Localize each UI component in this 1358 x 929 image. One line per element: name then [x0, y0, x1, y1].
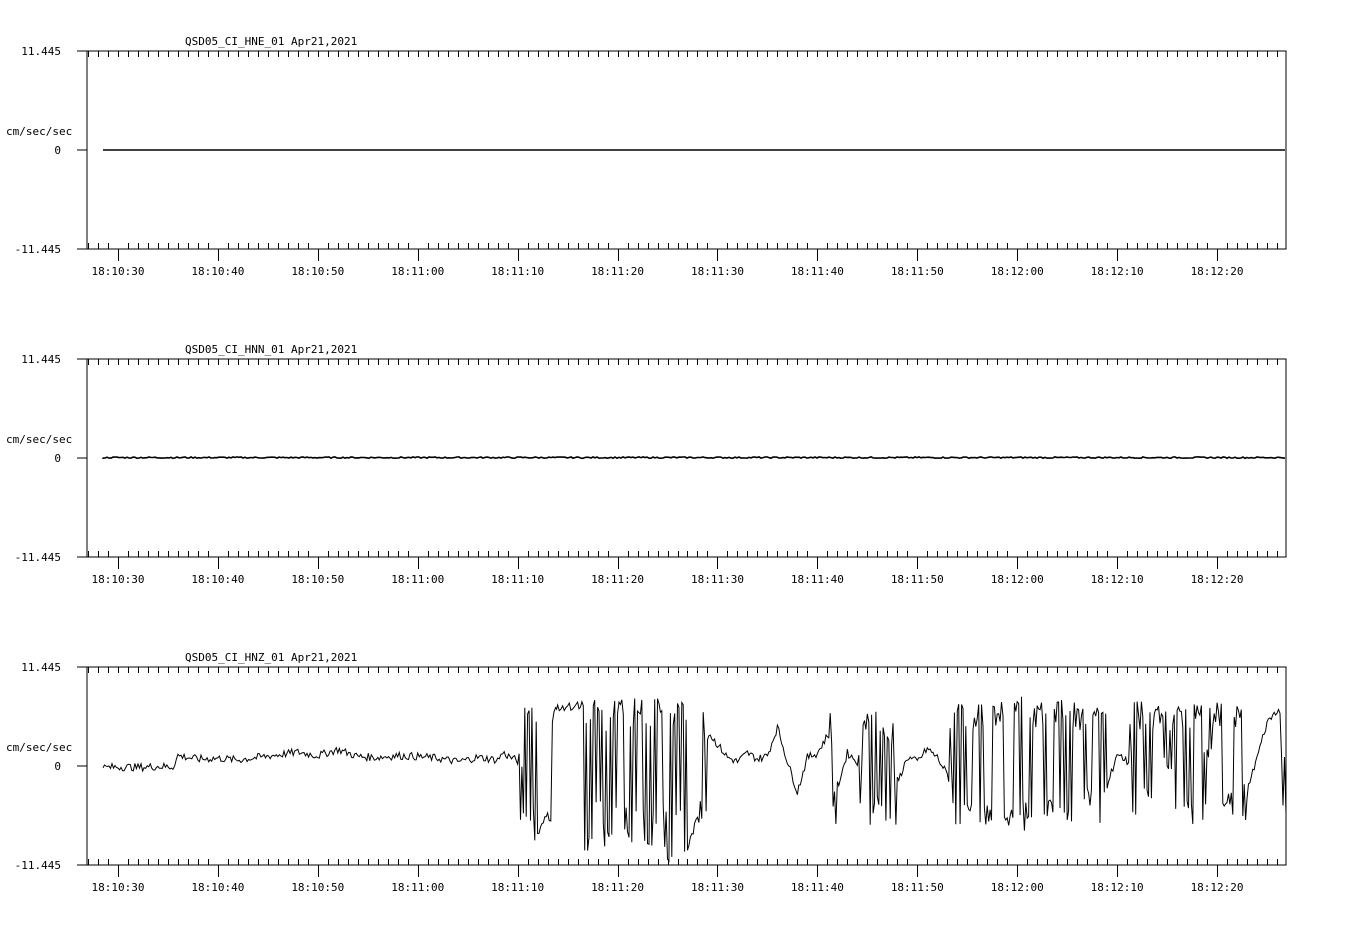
y-tick-label: 11.445: [21, 45, 61, 58]
x-tick-label: 18:12:00: [990, 265, 1044, 278]
y-tick-label: 11.445: [21, 353, 61, 366]
chart-title: QSD05_CI_HNZ_01 Apr21,2021: [185, 651, 358, 664]
x-tick-label: 18:11:30: [690, 881, 744, 894]
y-axis-label: cm/sec/sec: [6, 125, 73, 138]
x-tick-label: 18:11:50: [890, 881, 944, 894]
x-tick-label: 18:10:50: [291, 573, 345, 586]
y-tick-label: 0: [54, 760, 61, 773]
x-tick-label: 18:10:40: [191, 881, 245, 894]
x-tick-label: 18:12:20: [1190, 265, 1244, 278]
y-tick-label: -11.445: [14, 859, 61, 872]
x-tick-label: 18:11:50: [890, 573, 944, 586]
y-tick-label: 11.445: [21, 661, 61, 674]
y-axis-label: cm/sec/sec: [6, 741, 73, 754]
x-tick-label: 18:10:30: [91, 265, 145, 278]
chart-title: QSD05_CI_HNE_01 Apr21,2021: [185, 35, 358, 48]
x-tick-label: 18:11:50: [890, 265, 944, 278]
x-tick-label: 18:12:00: [990, 573, 1044, 586]
x-tick-label: 18:11:00: [391, 881, 445, 894]
x-tick-label: 18:12:00: [990, 881, 1044, 894]
series-line: [103, 697, 1286, 861]
x-tick-label: 18:10:50: [291, 265, 345, 278]
x-tick-label: 18:11:10: [491, 265, 545, 278]
y-axis-label: cm/sec/sec: [6, 433, 73, 446]
x-tick-label: 18:12:20: [1190, 881, 1244, 894]
x-tick-label: 18:11:00: [391, 573, 445, 586]
x-tick-label: 18:11:20: [591, 573, 645, 586]
x-tick-label: 18:10:30: [91, 573, 145, 586]
x-tick-label: 18:12:10: [1090, 881, 1144, 894]
x-tick-label: 18:12:10: [1090, 265, 1144, 278]
x-tick-label: 18:11:40: [790, 881, 844, 894]
y-tick-label: -11.445: [14, 551, 61, 564]
y-tick-label: -11.445: [14, 243, 61, 256]
y-tick-label: 0: [54, 452, 61, 465]
x-tick-label: 18:11:10: [491, 881, 545, 894]
chart-title: QSD05_CI_HNN_01 Apr21,2021: [185, 343, 358, 356]
x-tick-label: 18:12:20: [1190, 573, 1244, 586]
x-tick-label: 18:11:20: [591, 881, 645, 894]
series-line: [103, 457, 1285, 458]
x-tick-label: 18:11:40: [790, 265, 844, 278]
x-tick-label: 18:10:50: [291, 881, 345, 894]
x-tick-label: 18:11:30: [690, 573, 744, 586]
x-tick-label: 18:12:10: [1090, 573, 1144, 586]
x-tick-label: 18:10:40: [191, 573, 245, 586]
x-tick-label: 18:11:00: [391, 265, 445, 278]
x-tick-label: 18:10:30: [91, 881, 145, 894]
x-tick-label: 18:11:20: [591, 265, 645, 278]
x-tick-label: 18:11:40: [790, 573, 844, 586]
x-tick-label: 18:11:30: [690, 265, 744, 278]
y-tick-label: 0: [54, 144, 61, 157]
x-tick-label: 18:10:40: [191, 265, 245, 278]
x-tick-label: 18:11:10: [491, 573, 545, 586]
